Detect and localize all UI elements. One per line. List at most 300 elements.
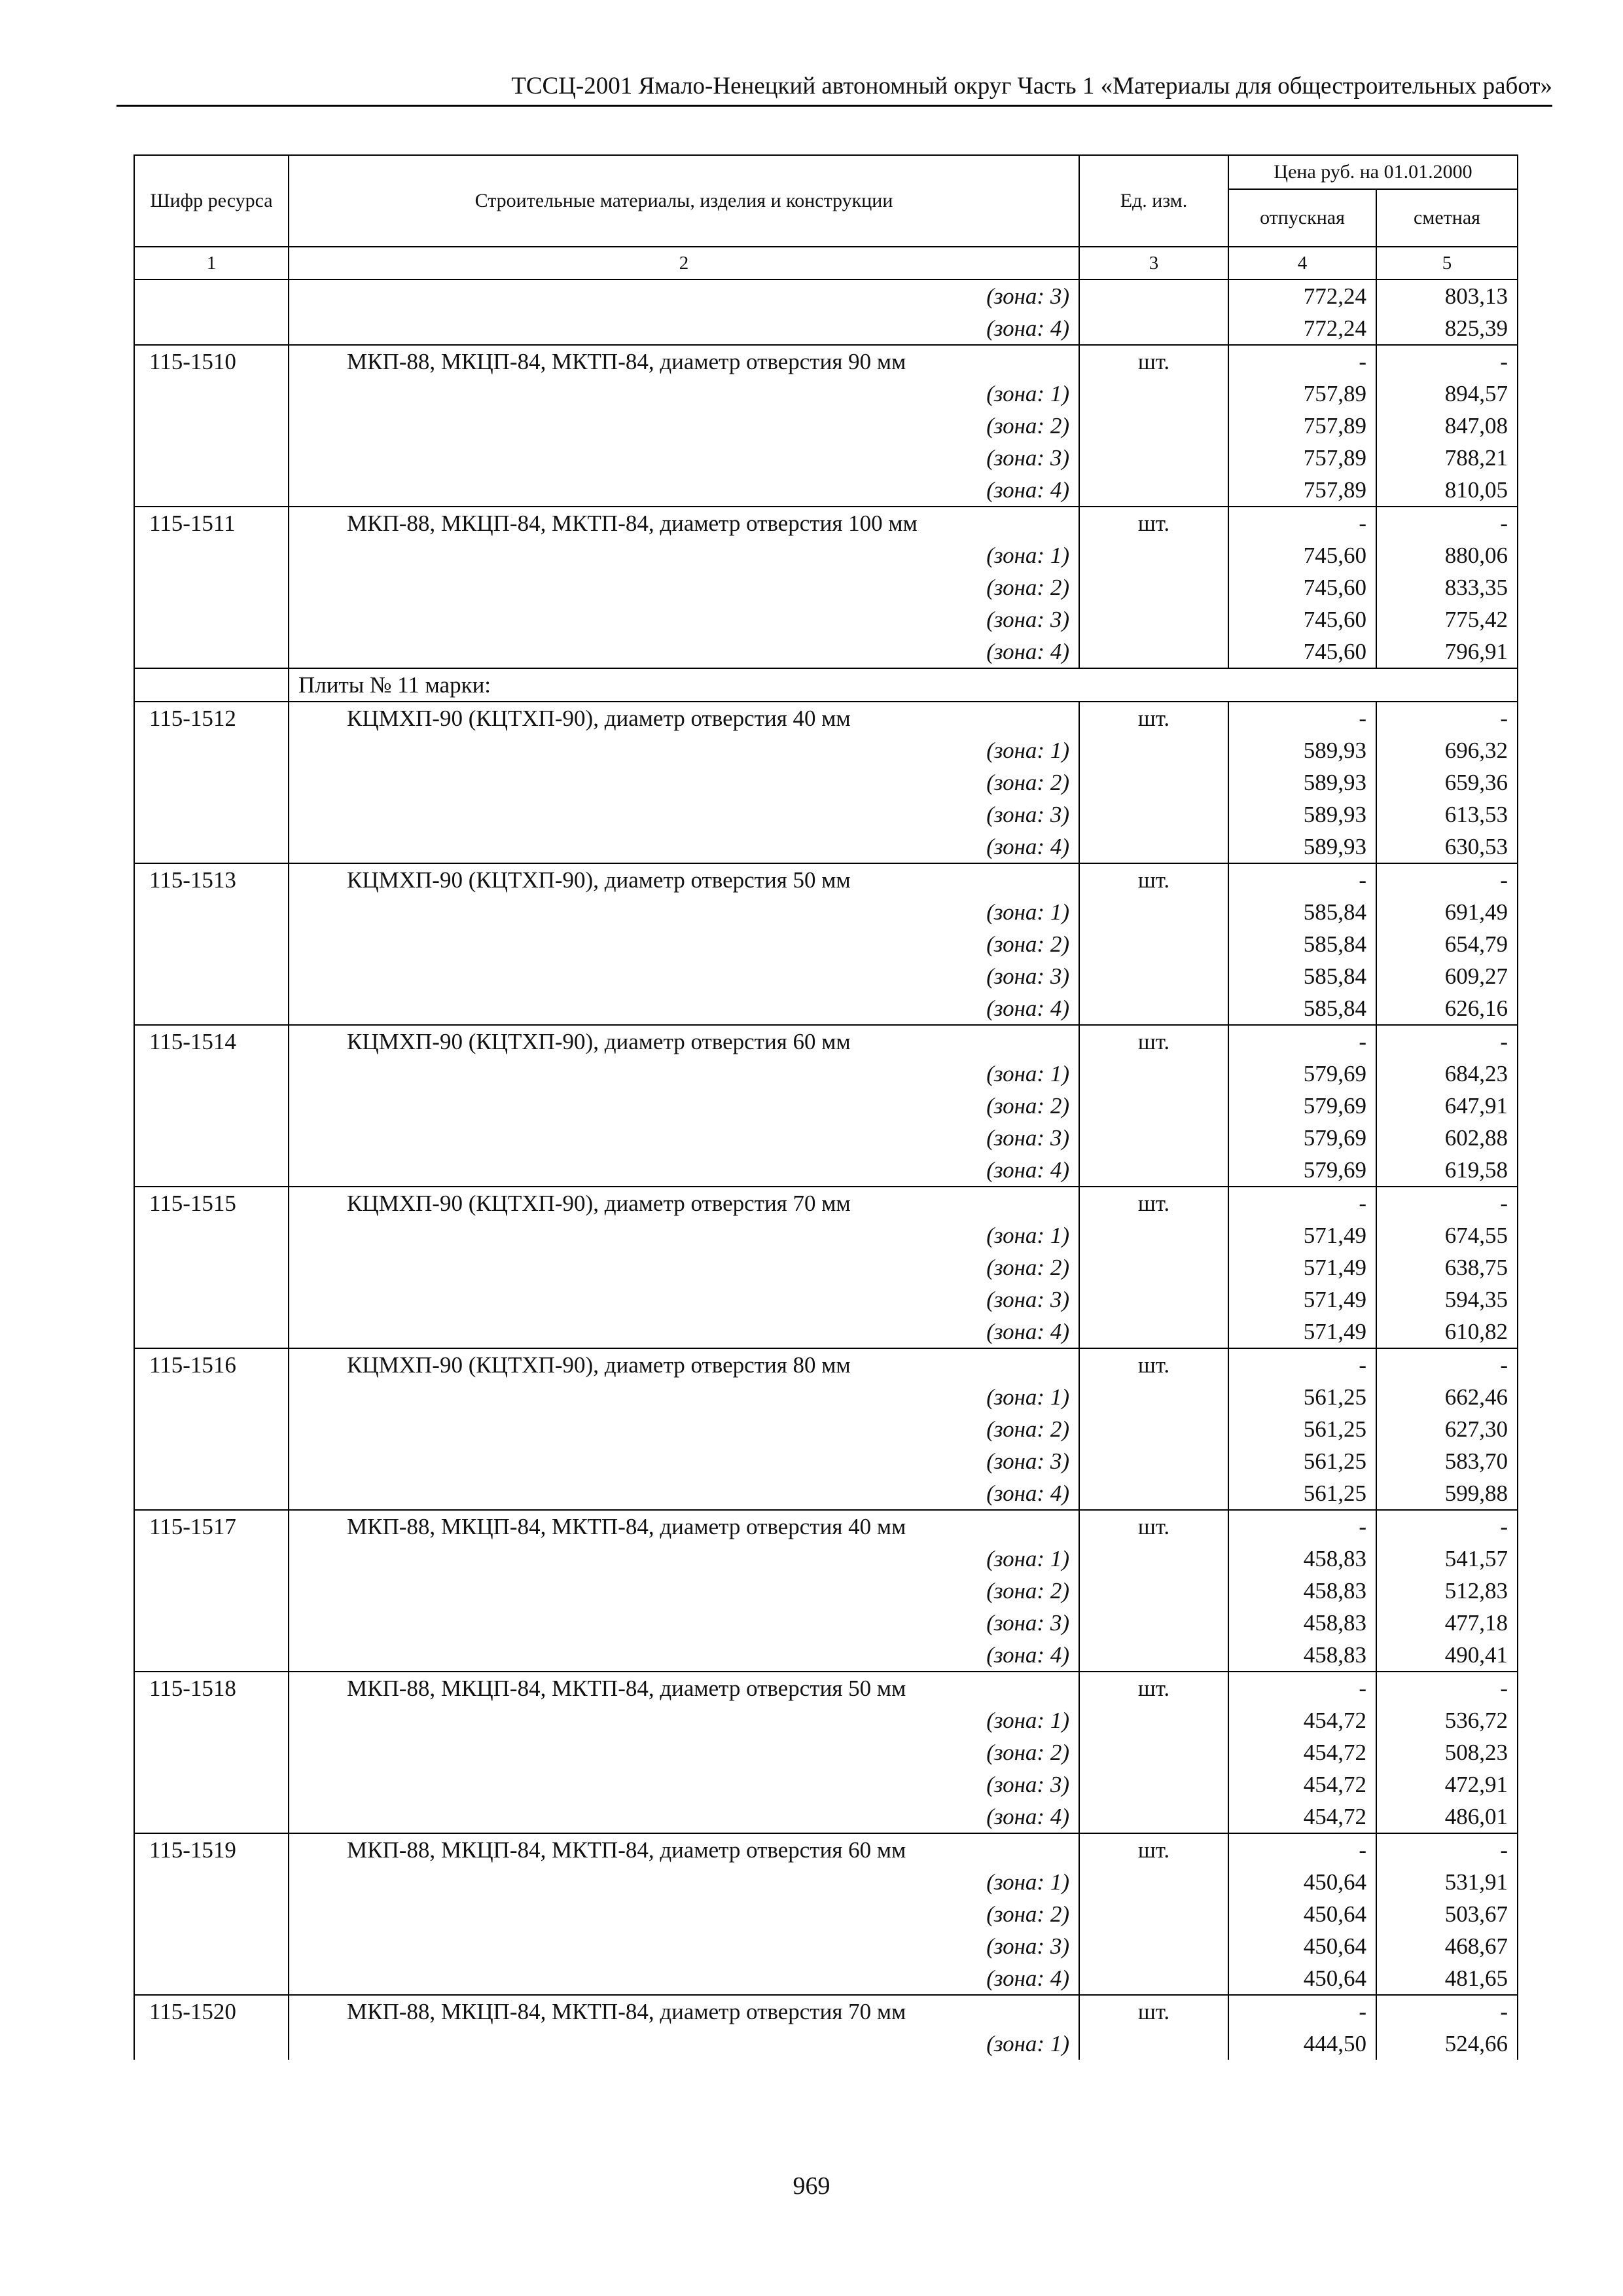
column-header-estimate: сметная [1376,189,1518,247]
estimate-price: 662,46 [1376,1381,1518,1413]
unit-empty [1079,766,1228,798]
zone-row [134,378,1518,410]
unit-empty [1079,1219,1228,1251]
release-price: 450,64 [1228,1866,1376,1898]
estimate-price: 647,91 [1376,1090,1518,1122]
unit-empty [1079,571,1228,603]
resource-code-empty [134,1058,289,1090]
release-price: 458,83 [1228,1543,1376,1575]
release-price: - [1228,702,1376,734]
resource-code-empty [134,896,289,928]
unit-of-measure: шт. [1079,702,1228,734]
column-number: 4 [1228,247,1376,279]
zone-label: (зона: 1) [289,1219,1079,1251]
zone-label: (зона: 4) [289,1316,1079,1348]
resource-code-empty [134,928,289,960]
unit-empty [1079,636,1228,668]
estimate-price: 609,27 [1376,960,1518,992]
unit-empty [1079,1607,1228,1639]
zone-row [134,1251,1518,1283]
release-price: 589,93 [1228,798,1376,831]
resource-code-empty [134,1607,289,1639]
estimate-price: 684,23 [1376,1058,1518,1090]
resource-code: 115-1517 [134,1510,289,1543]
release-price: 561,25 [1228,1445,1376,1477]
estimate-price: 599,88 [1376,1477,1518,1510]
column-header-release: отпускная [1228,189,1376,247]
zone-label: (зона: 1) [289,896,1079,928]
estimate-price: - [1376,1187,1518,1219]
estimate-price: - [1376,1995,1518,2028]
resource-code: 115-1511 [134,507,289,539]
unit-of-measure: шт. [1079,1995,1228,2028]
table-header [134,155,1518,279]
item-row [134,507,1518,539]
resource-code-empty [134,378,289,410]
material-name: МКП-88, МКЦП-84, МКТП-84, диаметр отверстия 60 мм [289,1833,1079,1866]
unit-empty [1079,442,1228,474]
zone-label: (зона: 2) [289,1251,1079,1283]
unit-empty [1079,1058,1228,1090]
running-header: ТССЦ-2001 Ямало-Ненецкий автономный округ Часть 1 «Материалы для общестроительных работ» [511,73,1552,99]
zone-label: (зона: 2) [289,1575,1079,1607]
column-header-code: Шифр ресурса [134,155,289,247]
resource-code-empty [134,1283,289,1316]
estimate-price: 524,66 [1376,2028,1518,2060]
resource-code-empty [134,474,289,507]
material-name: КЦМХП-90 (КЦТХП-90), диаметр отверстия 70 мм [289,1187,1079,1219]
estimate-price: 654,79 [1376,928,1518,960]
resource-code: 115-1513 [134,863,289,896]
unit-of-measure: шт. [1079,1025,1228,1058]
unit-empty [1079,734,1228,766]
zone-row [134,960,1518,992]
resource-code-empty [134,1736,289,1768]
zone-row [134,734,1518,766]
resource-code: 115-1510 [134,345,289,378]
estimate-price: 610,82 [1376,1316,1518,1348]
estimate-price: 796,91 [1376,636,1518,668]
estimate-price: 536,72 [1376,1704,1518,1736]
zone-row [134,1283,1518,1316]
estimate-price: 788,21 [1376,442,1518,474]
item-row [134,1672,1518,1704]
zone-label: (зона: 1) [289,539,1079,571]
estimate-price: 638,75 [1376,1251,1518,1283]
release-price: 772,24 [1228,312,1376,345]
release-price: 450,64 [1228,1930,1376,1962]
unit-empty [1079,1090,1228,1122]
unit-of-measure: шт. [1079,1348,1228,1381]
estimate-price: 490,41 [1376,1639,1518,1672]
material-name: МКП-88, МКЦП-84, МКТП-84, диаметр отверстия 40 мм [289,1510,1079,1543]
estimate-price: 468,67 [1376,1930,1518,1962]
unit-of-measure: шт. [1079,1672,1228,1704]
column-header-price: Цена руб. на 01.01.2000 [1228,155,1518,189]
release-price: 579,69 [1228,1154,1376,1187]
release-price: - [1228,1672,1376,1704]
release-price: 745,60 [1228,539,1376,571]
resource-code-empty [134,1090,289,1122]
zone-label: (зона: 1) [289,1866,1079,1898]
estimate-price: 583,70 [1376,1445,1518,1477]
resource-code-empty [134,1477,289,1510]
release-price: 561,25 [1228,1413,1376,1445]
release-price: - [1228,1510,1376,1543]
unit-empty [1079,798,1228,831]
zone-row [134,1219,1518,1251]
resource-code-empty [134,1154,289,1187]
zone-row [134,1154,1518,1187]
estimate-price: 775,42 [1376,603,1518,636]
zone-row [134,1768,1518,1801]
item-row [134,1995,1518,2028]
release-price: 757,89 [1228,410,1376,442]
release-price: 772,24 [1228,279,1376,312]
zone-label: (зона: 3) [289,1607,1079,1639]
section-row [134,668,1518,702]
column-number: 1 [134,247,289,279]
estimate-price: - [1376,507,1518,539]
zone-row [134,1445,1518,1477]
resource-code-empty [134,636,289,668]
section-title [289,668,1518,702]
unit-empty [1079,1543,1228,1575]
zone-row [134,766,1518,798]
unit-of-measure: шт. [1079,345,1228,378]
release-price: 757,89 [1228,442,1376,474]
zone-row [134,474,1518,507]
unit-of-measure: шт. [1079,863,1228,896]
estimate-price: 477,18 [1376,1607,1518,1639]
unit-empty [1079,1639,1228,1672]
estimate-price: 626,16 [1376,992,1518,1025]
estimate-price: 541,57 [1376,1543,1518,1575]
estimate-price: - [1376,1025,1518,1058]
release-price: 745,60 [1228,571,1376,603]
zone-row [134,1866,1518,1898]
release-price: - [1228,345,1376,378]
unit-empty [1079,474,1228,507]
zone-label: (зона: 3) [289,442,1079,474]
item-row [134,1025,1518,1058]
release-price: 571,49 [1228,1251,1376,1283]
estimate-price: 674,55 [1376,1219,1518,1251]
estimate-price: 503,67 [1376,1898,1518,1930]
zone-row [134,1381,1518,1413]
unit-empty [1079,831,1228,863]
zone-label: (зона: 1) [289,1543,1079,1575]
resource-code-empty [134,1768,289,1801]
resource-code-empty [134,1219,289,1251]
zone-row [134,1930,1518,1962]
material-name: КЦМХП-90 (КЦТХП-90), диаметр отверстия 60 мм [289,1025,1079,1058]
release-price: - [1228,1025,1376,1058]
release-price: 571,49 [1228,1219,1376,1251]
release-price: 757,89 [1228,474,1376,507]
unit-empty [1079,1477,1228,1510]
unit-empty [1079,1898,1228,1930]
zone-label: (зона: 2) [289,1413,1079,1445]
unit-empty [1079,1413,1228,1445]
column-number: 5 [1376,247,1518,279]
unit-empty [1079,1154,1228,1187]
release-price: - [1228,1995,1376,2028]
release-price: 579,69 [1228,1090,1376,1122]
release-price: 454,72 [1228,1704,1376,1736]
zone-label: (зона: 2) [289,766,1079,798]
resource-code-empty [134,442,289,474]
resource-code: 115-1512 [134,702,289,734]
zone-row [134,312,1518,345]
table-body [134,279,1518,2060]
resource-code-empty [134,1122,289,1154]
unit-empty [1079,1866,1228,1898]
zone-row [134,1639,1518,1672]
resource-code: 115-1518 [134,1672,289,1704]
release-price: 561,25 [1228,1381,1376,1413]
zone-row [134,1962,1518,1995]
release-price: 757,89 [1228,378,1376,410]
release-price: 589,93 [1228,766,1376,798]
zone-label: (зона: 3) [289,1283,1079,1316]
resource-code-empty [134,960,289,992]
zone-row [134,928,1518,960]
zone-label: (зона: 1) [289,2028,1079,2060]
resource-code-empty [134,1639,289,1672]
unit-empty [1079,1122,1228,1154]
zone-row [134,1090,1518,1122]
estimate-price: 594,35 [1376,1283,1518,1316]
release-price: 579,69 [1228,1058,1376,1090]
column-header-name: Строительные материалы, изделия и конструкции [289,155,1079,247]
unit-empty [1079,1768,1228,1801]
zone-label: (зона: 2) [289,1736,1079,1768]
material-name: МКП-88, МКЦП-84, МКТП-84, диаметр отверстия 100 мм [289,507,1079,539]
unit-empty [1079,1251,1228,1283]
zone-row [134,1736,1518,1768]
zone-label: (зона: 1) [289,1058,1079,1090]
zone-row [134,539,1518,571]
zone-label: (зона: 2) [289,1090,1079,1122]
estimate-price: - [1376,1510,1518,1543]
unit-empty [1079,539,1228,571]
estimate-price: - [1376,1672,1518,1704]
item-row [134,1348,1518,1381]
zone-row [134,571,1518,603]
estimate-price: 512,83 [1376,1575,1518,1607]
unit-empty [1079,992,1228,1025]
unit-of-measure: шт. [1079,1187,1228,1219]
zone-row [134,1607,1518,1639]
page-number: 969 [793,2172,830,2200]
zone-row [134,603,1518,636]
estimate-price: 630,53 [1376,831,1518,863]
resource-code-empty [134,831,289,863]
material-name: МКП-88, МКЦП-84, МКТП-84, диаметр отверстия 50 мм [289,1672,1079,1704]
zone-row [134,1801,1518,1833]
resource-code-empty [134,410,289,442]
resource-code-empty [134,603,289,636]
material-name: КЦМХП-90 (КЦТХП-90), диаметр отверстия 40 мм [289,702,1079,734]
resource-code: 115-1520 [134,1995,289,2028]
zone-row [134,1316,1518,1348]
unit-empty [1079,1445,1228,1477]
resource-code: 115-1519 [134,1833,289,1866]
zone-label: (зона: 3) [289,603,1079,636]
release-price: 589,93 [1228,831,1376,863]
resource-code-empty [134,1445,289,1477]
zone-row [134,442,1518,474]
estimate-price: 810,05 [1376,474,1518,507]
resource-code-empty [134,1962,289,1995]
zone-row [134,1543,1518,1575]
release-price: 585,84 [1228,992,1376,1025]
zone-row [134,1413,1518,1445]
resource-code-empty [134,1381,289,1413]
resource-code-empty [134,279,289,312]
zone-row [134,1575,1518,1607]
unit-empty [1079,279,1228,312]
unit-of-measure: шт. [1079,1833,1228,1866]
release-price: - [1228,507,1376,539]
zone-row [134,992,1518,1025]
unit-empty [1079,1283,1228,1316]
estimate-price: 696,32 [1376,734,1518,766]
item-row [134,1187,1518,1219]
zone-label: (зона: 4) [289,992,1079,1025]
resource-code-empty [134,1704,289,1736]
unit-empty [1079,1962,1228,1995]
release-price: 450,64 [1228,1898,1376,1930]
unit-empty [1079,1736,1228,1768]
zone-label: (зона: 4) [289,312,1079,345]
release-price: 589,93 [1228,734,1376,766]
resource-code-empty [134,571,289,603]
zone-label: (зона: 3) [289,798,1079,831]
estimate-price: - [1376,863,1518,896]
zone-label: (зона: 4) [289,1477,1079,1510]
zone-row [134,279,1518,312]
unit-empty [1079,896,1228,928]
estimate-price: 472,91 [1376,1768,1518,1801]
unit-empty [1079,410,1228,442]
unit-empty [1079,960,1228,992]
estimate-price: 602,88 [1376,1122,1518,1154]
resource-code-empty [134,1251,289,1283]
estimate-price: 880,06 [1376,539,1518,571]
resource-code: 115-1515 [134,1187,289,1219]
resource-code: 115-1514 [134,1025,289,1058]
zone-row [134,410,1518,442]
zone-row [134,831,1518,863]
estimate-price: 825,39 [1376,312,1518,345]
estimate-price: 691,49 [1376,896,1518,928]
zone-label: (зона: 2) [289,1898,1079,1930]
resource-code-empty [134,539,289,571]
release-price: 745,60 [1228,636,1376,668]
estimate-price: 803,13 [1376,279,1518,312]
material-name: МКП-88, МКЦП-84, МКТП-84, диаметр отверстия 70 мм [289,1995,1079,2028]
column-header-unit: Ед. изм. [1079,155,1228,247]
zone-label: (зона: 1) [289,1381,1079,1413]
zone-row [134,798,1518,831]
estimate-price: - [1376,1833,1518,1866]
unit-empty [1079,1801,1228,1833]
release-price: 458,83 [1228,1575,1376,1607]
section-title-text: Плиты № 11 марки: [298,672,491,698]
zone-row [134,1058,1518,1090]
material-name: КЦМХП-90 (КЦТХП-90), диаметр отверстия 80 мм [289,1348,1079,1381]
unit-of-measure: шт. [1079,1510,1228,1543]
zone-label: (зона: 4) [289,474,1079,507]
release-price: 454,72 [1228,1801,1376,1833]
zone-label: (зона: 4) [289,831,1079,863]
resource-code-empty [134,992,289,1025]
item-row [134,863,1518,896]
zone-label: (зона: 2) [289,571,1079,603]
estimate-price: 531,91 [1376,1866,1518,1898]
release-price: - [1228,1187,1376,1219]
unit-empty [1079,928,1228,960]
release-price: 458,83 [1228,1639,1376,1672]
zone-row [134,1704,1518,1736]
zone-label: (зона: 1) [289,734,1079,766]
unit-of-measure: шт. [1079,507,1228,539]
zone-label: (зона: 3) [289,1768,1079,1801]
unit-empty [1079,1930,1228,1962]
zone-row [134,1898,1518,1930]
estimate-price: - [1376,345,1518,378]
price-table [134,154,1518,2060]
release-price: 571,49 [1228,1316,1376,1348]
estimate-price: - [1376,1348,1518,1381]
zone-label: (зона: 4) [289,636,1079,668]
zone-row [134,1122,1518,1154]
resource-code-empty [134,1316,289,1348]
release-price: 454,72 [1228,1768,1376,1801]
estimate-price: 894,57 [1376,378,1518,410]
zone-label: (зона: 2) [289,928,1079,960]
resource-code-empty [134,1930,289,1962]
header-divider [116,105,1552,107]
column-number: 3 [1079,247,1228,279]
zone-label: (зона: 4) [289,1962,1079,1995]
material-name: МКП-88, МКЦП-84, МКТП-84, диаметр отверстия 90 мм [289,345,1079,378]
resource-code-empty [134,2028,289,2060]
resource-code-empty [134,1413,289,1445]
zone-label: (зона: 4) [289,1639,1079,1672]
zone-label: (зона: 3) [289,1122,1079,1154]
zone-label: (зона: 4) [289,1154,1079,1187]
zone-label: (зона: 4) [289,1801,1079,1833]
estimate-price: 486,01 [1376,1801,1518,1833]
resource-code-empty [134,798,289,831]
zone-row [134,896,1518,928]
release-price: 561,25 [1228,1477,1376,1510]
zone-row [134,1477,1518,1510]
release-price: 585,84 [1228,896,1376,928]
zone-label: (зона: 1) [289,1704,1079,1736]
estimate-price: 508,23 [1376,1736,1518,1768]
release-price: 444,50 [1228,2028,1376,2060]
material-name: КЦМХП-90 (КЦТХП-90), диаметр отверстия 50 мм [289,863,1079,896]
estimate-price: 847,08 [1376,410,1518,442]
zone-label: (зона: 3) [289,1445,1079,1477]
zone-label: (зона: 2) [289,410,1079,442]
estimate-price: 627,30 [1376,1413,1518,1445]
section-code-cell [134,668,289,702]
